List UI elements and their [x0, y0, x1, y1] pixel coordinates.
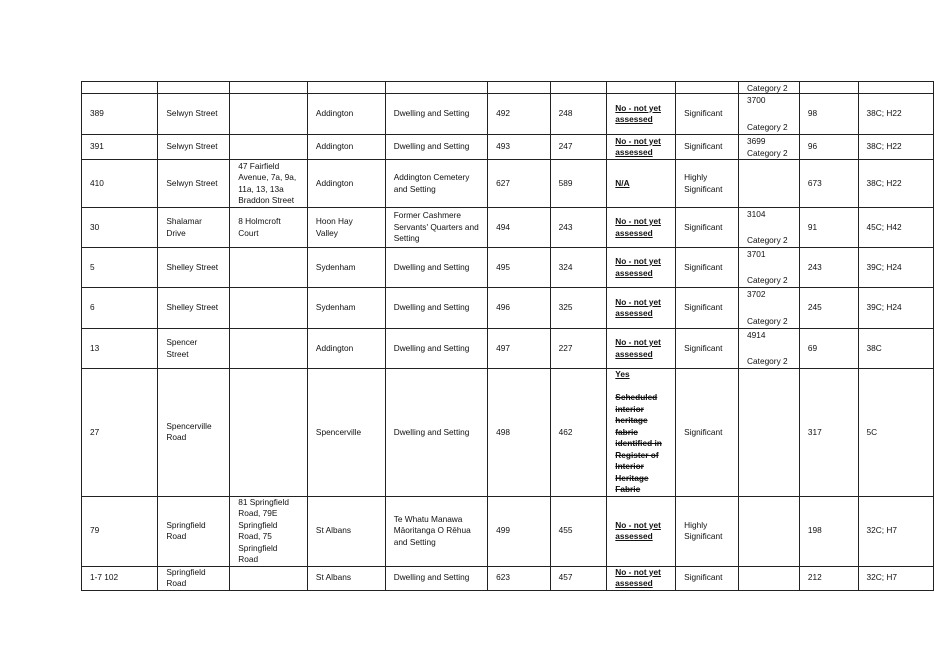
planning-map-cell: 39C; H24: [858, 248, 933, 288]
interior-heritage-cell: [607, 566, 676, 590]
heritage-map-number-cell: 198: [799, 496, 858, 566]
description-cell: Dwelling and Setting: [385, 94, 487, 135]
significance-cell: Significant: [676, 329, 739, 369]
hnzpt-number: 3699: [747, 136, 766, 146]
significance-cell: Significant: [676, 566, 739, 590]
alternative-address-cell: [230, 566, 308, 590]
heritage-item-number-cell: 495: [488, 248, 551, 288]
hnzpt-category: Category 2: [747, 121, 788, 132]
heritage-item-number-cell: 497: [488, 329, 551, 369]
hnzpt-listing-cell: [739, 496, 800, 566]
street-cell: Spencer Street: [158, 329, 230, 369]
alternative-address-cell: [230, 288, 308, 329]
significance-cell: Significant: [676, 208, 739, 248]
street-cell: [158, 82, 230, 94]
heritage-item-number-cell: [488, 82, 551, 94]
planning-map-cell: [858, 82, 933, 94]
interior-heritage-cell: [607, 135, 676, 160]
heritage-schedule-table: [81, 81, 934, 591]
planning-map-cell: 45C; H42: [858, 208, 933, 248]
alternative-address-cell: [230, 94, 308, 135]
interior-heritage-cell: [607, 496, 676, 566]
interior-heritage-text: [615, 381, 667, 393]
planning-map-cell: 38C; H22: [858, 135, 933, 160]
suburb-cell: Addington: [307, 160, 385, 208]
hnzpt-listing-cell: [739, 94, 800, 135]
heritage-map-number-cell: 212: [799, 566, 858, 590]
description-cell: Addington Cemetery and Setting: [385, 160, 487, 208]
heritage-map-number-cell: 91: [799, 208, 858, 248]
heritage-item-number-cell: 623: [488, 566, 551, 590]
suburb-cell: Spencerville: [307, 369, 385, 497]
interior-heritage-cell: [607, 288, 676, 329]
description-cell: Former Cashmere Servants' Quarters and Setting: [385, 208, 487, 248]
table-row: [82, 369, 934, 497]
suburb-cell: St Albans: [307, 566, 385, 590]
suburb-cell: Sydenham: [307, 288, 385, 329]
house-number-cell: 27: [82, 369, 158, 497]
interior-heritage-text: N/A: [615, 177, 630, 188]
significance-cell: Significant: [676, 135, 739, 160]
alternative-address-cell: 47 Fairfield Avenue, 7a, 9a, 11a, 13, 13a Braddon Street: [230, 160, 308, 208]
house-number-cell: 13: [82, 329, 158, 369]
interior-heritage-text: No - not yet assessed: [615, 519, 661, 541]
interior-heritage-text: No - not yet assessed: [615, 256, 661, 278]
hnzpt-number: 4914: [747, 330, 766, 340]
street-cell: Shalamar Drive: [158, 208, 230, 248]
table-row: [82, 288, 934, 329]
hnzpt-listing-cell: [739, 329, 800, 369]
interior-heritage-cell: [607, 208, 676, 248]
suburb-cell: Sydenham: [307, 248, 385, 288]
heritage-map-number-cell: 243: [799, 248, 858, 288]
hnzpt-listing-cell: [739, 288, 800, 329]
house-number-cell: 79: [82, 496, 158, 566]
assessment-number-cell: 455: [550, 496, 607, 566]
table-row: [82, 329, 934, 369]
heritage-map-number-cell: 98: [799, 94, 858, 135]
alternative-address-cell: [230, 369, 308, 497]
interior-heritage-text: Scheduled interior heritage fabric identified in Register of Interior Heritage Fabric: [615, 392, 662, 494]
significance-cell: [676, 82, 739, 94]
suburb-cell: Addington: [307, 135, 385, 160]
interior-heritage-cell: [607, 329, 676, 369]
heritage-item-number-cell: 494: [488, 208, 551, 248]
heritage-map-number-cell: 69: [799, 329, 858, 369]
hnzpt-number: 3701: [747, 249, 766, 259]
table-row: [82, 82, 934, 94]
planning-map-cell: 38C; H22: [858, 160, 933, 208]
alternative-address-cell: 81 Springfield Road, 79E Springfield Road, 75 Springfield Road: [230, 496, 308, 566]
interior-heritage-cell: [607, 248, 676, 288]
description-cell: [385, 82, 487, 94]
heritage-map-number-cell: [799, 82, 858, 94]
hnzpt-category: Category 2: [747, 315, 788, 326]
planning-map-cell: 38C: [858, 329, 933, 369]
assessment-number-cell: 462: [550, 369, 607, 497]
assessment-number-cell: [550, 82, 607, 94]
interior-heritage-cell: [607, 82, 676, 94]
heritage-item-number-cell: 492: [488, 94, 551, 135]
street-cell: Springfield Road: [158, 566, 230, 590]
significance-cell: Highly Significant: [676, 160, 739, 208]
interior-heritage-cell: [607, 94, 676, 135]
significance-cell: Significant: [676, 94, 739, 135]
description-cell: Te Whatu Manawa Māoritanga O Rēhua and Setting: [385, 496, 487, 566]
suburb-cell: [307, 82, 385, 94]
house-number-cell: 6: [82, 288, 158, 329]
interior-heritage-cell: [607, 369, 676, 497]
hnzpt-number: 3104: [747, 209, 766, 219]
hnzpt-listing-cell: [739, 369, 800, 497]
heritage-map-number-cell: 96: [799, 135, 858, 160]
alternative-address-cell: [230, 329, 308, 369]
significance-cell: Significant: [676, 369, 739, 497]
house-number-cell: 30: [82, 208, 158, 248]
assessment-number-cell: 589: [550, 160, 607, 208]
description-cell: Dwelling and Setting: [385, 329, 487, 369]
hnzpt-listing-cell: [739, 248, 800, 288]
description-cell: Dwelling and Setting: [385, 288, 487, 329]
house-number-cell: 1-7 102: [82, 566, 158, 590]
street-cell: Springfield Road: [158, 496, 230, 566]
hnzpt-category: Category 2: [747, 83, 788, 93]
planning-map-cell: 32C; H7: [858, 566, 933, 590]
table-row: [82, 496, 934, 566]
hnzpt-category: Category 2: [747, 147, 788, 158]
hnzpt-category: Category 2: [747, 355, 788, 366]
hnzpt-listing-cell: [739, 160, 800, 208]
suburb-cell: Addington: [307, 329, 385, 369]
assessment-number-cell: 325: [550, 288, 607, 329]
heritage-item-number-cell: 499: [488, 496, 551, 566]
heritage-map-number-cell: 245: [799, 288, 858, 329]
table-row: [82, 208, 934, 248]
street-cell: Selwyn Street: [158, 135, 230, 160]
interior-heritage-text: No - not yet assessed: [615, 102, 661, 124]
heritage-item-number-cell: 496: [488, 288, 551, 329]
description-cell: Dwelling and Setting: [385, 566, 487, 590]
hnzpt-number: 3702: [747, 289, 766, 299]
street-cell: Spencerville Road: [158, 369, 230, 497]
interior-heritage-text: No - not yet assessed: [615, 566, 661, 588]
assessment-number-cell: 248: [550, 94, 607, 135]
house-number-cell: 389: [82, 94, 158, 135]
planning-map-cell: 38C; H22: [858, 94, 933, 135]
significance-cell: Highly Significant: [676, 496, 739, 566]
planning-map-cell: 5C: [858, 369, 933, 497]
table-row: [82, 160, 934, 208]
interior-heritage-text: No - not yet assessed: [615, 296, 661, 318]
alternative-address-cell: [230, 135, 308, 160]
street-cell: Selwyn Street: [158, 160, 230, 208]
table-row: [82, 94, 934, 135]
suburb-cell: St Albans: [307, 496, 385, 566]
interior-heritage-text: No - not yet assessed: [615, 337, 661, 359]
interior-heritage-text: Yes: [615, 369, 630, 379]
street-cell: Selwyn Street: [158, 94, 230, 135]
house-number-cell: [82, 82, 158, 94]
assessment-number-cell: 324: [550, 248, 607, 288]
description-cell: Dwelling and Setting: [385, 248, 487, 288]
planning-map-cell: 32C; H7: [858, 496, 933, 566]
table-row: [82, 566, 934, 590]
assessment-number-cell: 247: [550, 135, 607, 160]
significance-cell: Significant: [676, 288, 739, 329]
hnzpt-number: 3700: [747, 95, 766, 105]
assessment-number-cell: 243: [550, 208, 607, 248]
hnzpt-listing-cell: [739, 135, 800, 160]
interior-heritage-cell: [607, 160, 676, 208]
heritage-map-number-cell: 673: [799, 160, 858, 208]
house-number-cell: 410: [82, 160, 158, 208]
table-row: [82, 135, 934, 160]
interior-heritage-text: No - not yet assessed: [615, 135, 661, 157]
suburb-cell: Addington: [307, 94, 385, 135]
assessment-number-cell: 457: [550, 566, 607, 590]
description-cell: Dwelling and Setting: [385, 135, 487, 160]
heritage-item-number-cell: 627: [488, 160, 551, 208]
significance-cell: Significant: [676, 248, 739, 288]
heritage-map-number-cell: 317: [799, 369, 858, 497]
heritage-item-number-cell: 498: [488, 369, 551, 497]
planning-map-cell: 39C; H24: [858, 288, 933, 329]
assessment-number-cell: 227: [550, 329, 607, 369]
suburb-cell: Hoon Hay Valley: [307, 208, 385, 248]
hnzpt-listing-cell: [739, 208, 800, 248]
alternative-address-cell: [230, 82, 308, 94]
hnzpt-listing-cell: [739, 82, 800, 94]
heritage-item-number-cell: 493: [488, 135, 551, 160]
interior-heritage-text: No - not yet assessed: [615, 216, 661, 238]
house-number-cell: 5: [82, 248, 158, 288]
alternative-address-cell: [230, 248, 308, 288]
house-number-cell: 391: [82, 135, 158, 160]
street-cell: Shelley Street: [158, 288, 230, 329]
description-cell: Dwelling and Setting: [385, 369, 487, 497]
hnzpt-category: Category 2: [747, 274, 788, 285]
table-row: [82, 248, 934, 288]
alternative-address-cell: 8 Holmcroft Court: [230, 208, 308, 248]
street-cell: Shelley Street: [158, 248, 230, 288]
hnzpt-category: Category 2: [747, 234, 788, 245]
hnzpt-listing-cell: [739, 566, 800, 590]
